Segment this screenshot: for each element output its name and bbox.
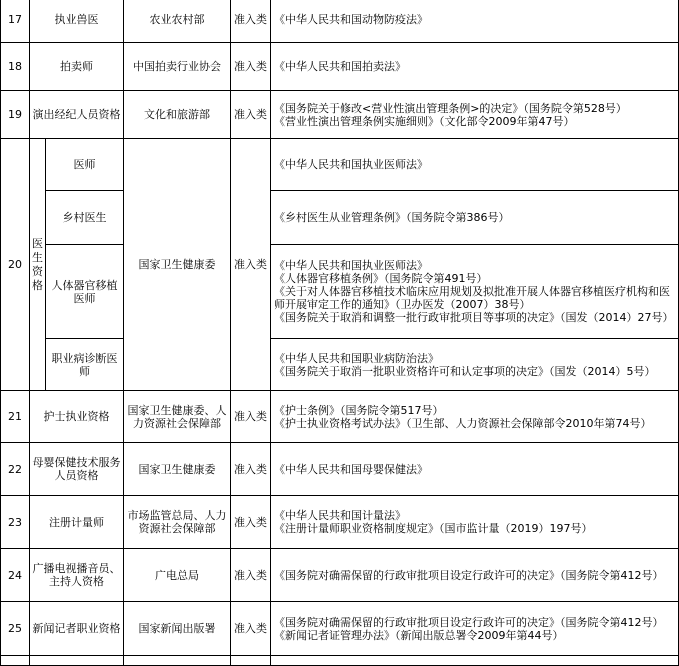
table-row [1, 443, 679, 496]
row-number: 24 [1, 549, 30, 602]
law-line: 《中华人民共和国拍卖法》 [274, 60, 406, 73]
category: 准入类 [231, 496, 271, 549]
law-line: 《国务院关于取消一批职业资格许可和认定事项的决定》（国发（2014）5号） [274, 364, 656, 378]
table-row [1, 0, 679, 43]
category: 准入类 [231, 91, 271, 139]
legal-basis [271, 139, 679, 191]
table-row [1, 245, 679, 339]
law-line: 《人体器官移植条例》（国务院令第491号） [274, 272, 488, 285]
qualification-name: 广播电视播音员、主持人资格 [30, 549, 124, 602]
department: 中国拍卖行业协会 [124, 43, 231, 91]
legal-basis [271, 245, 679, 339]
row-number: 20 [1, 139, 30, 391]
category: 准入类 [231, 391, 271, 443]
law-line: 《营业性演出管理条例实施细则》（文化部令2009年第47号） [274, 114, 575, 128]
qualification-name: 拍卖师 [30, 43, 124, 91]
row-number: 25 [1, 602, 30, 656]
qualification-name: 护士执业资格 [30, 391, 124, 443]
qualification-name: 医师 [46, 139, 124, 191]
qualification-name: 执业兽医 [30, 0, 124, 43]
category: 准入类 [231, 549, 271, 602]
law-line: 《中华人民共和国动物防疫法》 [274, 13, 428, 26]
table-row [1, 656, 679, 666]
law-line: 《中华人民共和国计量法》 [274, 509, 406, 522]
law-line: 《国务院对确需保留的行政审批项目设定行政许可的决定》（国务院令第412号） [274, 568, 664, 582]
table-row [1, 191, 679, 245]
department: 国家新闻出版署 [124, 602, 231, 656]
law-line: 《新闻记者证管理办法》（新闻出版总署令2009年第44号） [274, 628, 564, 642]
law-line: 《乡村医生从业管理条例》（国务院令第386号） [274, 211, 510, 224]
law-line: 《护士执业资格考试办法》（卫生部、人力资源社会保障部令2010年第74号） [274, 416, 652, 430]
category: 准入类 [231, 443, 271, 496]
law-line: 《国务院对确需保留的行政审批项目设定行政许可的决定》（国务院令第412号） [274, 615, 664, 629]
law-line: 《中华人民共和国执业医师法》 [274, 158, 428, 171]
group-name: 医生资格 [32, 236, 43, 292]
table-row [1, 43, 679, 91]
department: 市场监管总局、人力资源社会保障部 [124, 496, 231, 549]
qualification-name: 母婴保健技术服务人员资格 [30, 443, 124, 496]
department: 国家卫生健康委 [124, 443, 231, 496]
row-number: 22 [1, 443, 30, 496]
legal-basis [271, 43, 679, 91]
table-row [1, 391, 679, 443]
department: 国家卫生健康委 [124, 139, 231, 391]
table-row [1, 549, 679, 602]
table-row [1, 91, 679, 139]
qualification-name: 演出经纪人员资格 [30, 91, 124, 139]
qualification-name: 注册计量师 [30, 496, 124, 549]
legal-basis [271, 339, 679, 391]
table-row [1, 496, 679, 549]
law-line: 《关于对人体器官移植技术临床应用规划及拟批准开展人体器官移植医疗机构和医师开展审定工作的通知》（卫办医发（2007）38号） [274, 285, 670, 311]
table-row [1, 602, 679, 656]
row-number: 18 [1, 43, 30, 91]
table-row [1, 139, 679, 191]
department: 广电总局 [124, 549, 231, 602]
law-line: 《国务院关于取消和调整一批行政审批项目等事项的决定》（国发（2014）27号） [274, 311, 674, 324]
law-line: 《护士条例》（国务院令第517号） [274, 403, 444, 417]
law-line: 《中华人民共和国职业病防治法》 [274, 351, 439, 365]
department: 国家卫生健康委、人力资源社会保障部 [124, 391, 231, 443]
law-line: 《注册计量师职业资格制度规定》（国市监计量（2019）197号） [274, 522, 593, 535]
law-line: 《国务院关于修改<营业性演出管理条例>的决定》（国务院令第528号） [274, 101, 627, 115]
law-line: 《中华人民共和国执业医师法》 [274, 259, 428, 272]
qualification-name: 职业病诊断医师 [46, 339, 124, 391]
row-number: 21 [1, 391, 30, 443]
group-name-cell [30, 139, 46, 391]
legal-basis [271, 191, 679, 245]
row-number: 17 [1, 0, 30, 43]
table-row [1, 339, 679, 391]
qualification-name: 人体器官移植医师 [46, 245, 124, 339]
legal-basis [271, 91, 679, 139]
qualification-name: 新闻记者职业资格 [30, 602, 124, 656]
row-number: 23 [1, 496, 30, 549]
category: 准入类 [231, 139, 271, 391]
legal-basis [271, 496, 679, 549]
category: 准入类 [231, 43, 271, 91]
law-line: 《中华人民共和国母婴保健法》 [274, 462, 428, 476]
department: 农业农村部 [124, 0, 231, 43]
legal-basis [271, 0, 679, 43]
category: 准入类 [231, 0, 271, 43]
qualification-name: 乡村医生 [46, 191, 124, 245]
department: 文化和旅游部 [124, 91, 231, 139]
legal-basis [271, 391, 679, 443]
legal-basis [271, 549, 679, 602]
row-number: 19 [1, 91, 30, 139]
legal-basis [271, 602, 679, 656]
legal-basis [271, 443, 679, 496]
category: 准入类 [231, 602, 271, 656]
